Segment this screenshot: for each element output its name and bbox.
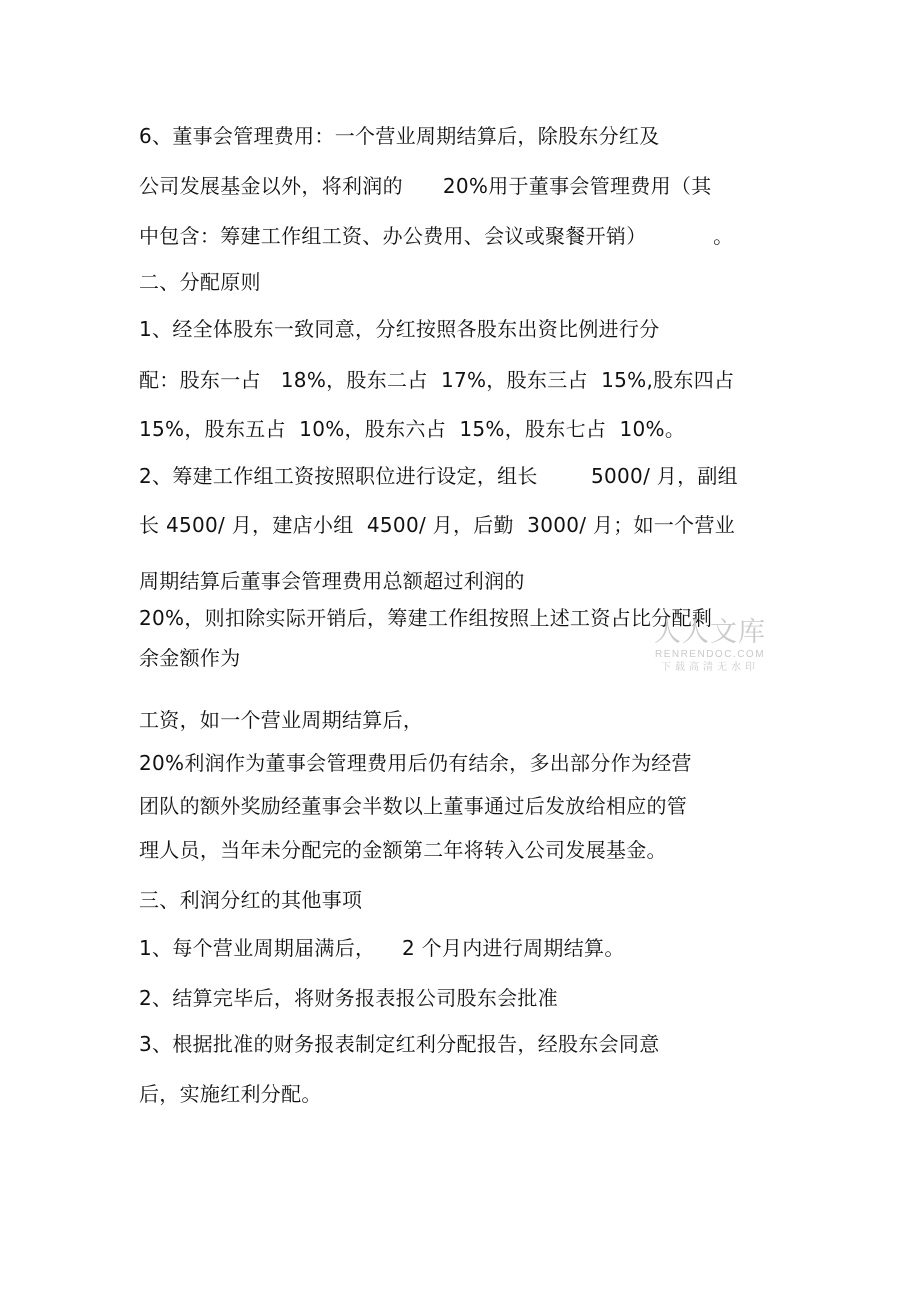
text-line: 工资，如一个营业周期结算后， — [139, 708, 424, 732]
text-line: 配：股东一占 18%，股东二占 17%，股东三占 15%,股东四占 — [139, 368, 735, 392]
text-line: 团队的额外奖励经董事会半数以上董事通过后发放给相应的管 — [139, 794, 688, 818]
text-line: 1、经全体股东一致同意，分红按照各股东出资比例进行分 — [139, 317, 660, 341]
text-line: 理人员，当年未分配完的金额第二年将转入公司发展基金。 — [139, 838, 667, 862]
text-line: 20%利润作为董事会管理费用后仍有结余，多出部分作为经营 — [139, 751, 692, 775]
text-line: 2、筹建工作组工资按照职位进行设定，组长 5000/ 月，副组 — [139, 464, 738, 488]
section-heading: 二、分配原则 — [139, 270, 261, 294]
text-line: 余金额作为 — [139, 646, 241, 670]
text-line: 6、董事会管理费用：一个营业周期结算后，除股东分红及 — [139, 124, 660, 148]
text-line: 后，实施红利分配。 — [139, 1082, 322, 1106]
section-heading: 三、利润分红的其他事项 — [139, 888, 363, 912]
text-line: 2、结算完毕后，将财务报表报公司股东会批准 — [139, 986, 559, 1010]
text-line: 周期结算后董事会管理费用总额超过利润的 — [139, 569, 525, 593]
watermark-logo — [646, 618, 774, 674]
text-line: 20%，则扣除实际开销后，筹建工作组按照上述工资占比分配剩 — [139, 606, 713, 630]
watermark-tagline: 下载高清无水印 — [661, 662, 759, 673]
text-line: 长 4500/ 月，建店小组 4500/ 月，后勤 3000/ 月；如一个营业 — [139, 513, 736, 537]
watermark-domain: RENRENDOC.COM — [654, 649, 766, 660]
text-line: 15%，股东五占 10%，股东六占 15%，股东七占 10%。 — [139, 417, 686, 441]
text-line: 1、每个营业周期届满后， 2 个月内进行周期结算。 — [139, 936, 625, 960]
text-line: 公司发展基金以外，将利润的 20%用于董事会管理费用（其 — [139, 174, 712, 198]
text-line: 3、根据批准的财务报表制定红利分配报告，经股东会同意 — [139, 1032, 660, 1056]
text-line: 中包含：筹建工作组工资、办公费用、会议或聚餐开销） 。 — [139, 224, 734, 248]
watermark-title: 人人文库 — [654, 617, 766, 648]
